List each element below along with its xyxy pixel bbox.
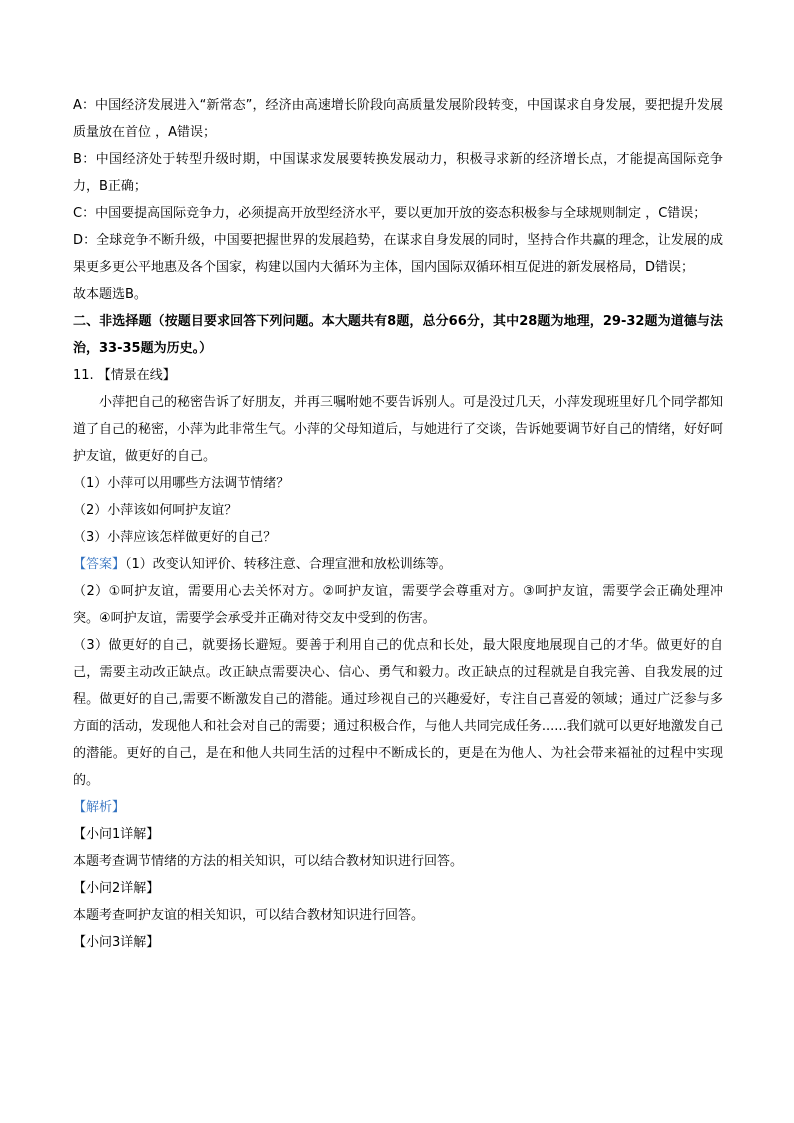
answer-label: 【答案】: [73, 557, 126, 572]
sub-question-2: （2）小萍该如何呵护友谊？: [73, 503, 238, 518]
document-page: [73, 92, 723, 956]
answer-part-2: （2）①呵护友谊，需要用心去关怀对方。②呵护友谊，需要学会尊重对方。③呵护友谊，需要学会正确处理冲突。④呵护友谊，需要学会承受并正确对待交友中受到的伤害。: [73, 584, 723, 626]
sub-question-1: （1）小萍可以用哪些方法调节情绪？: [73, 476, 290, 491]
option-d: D：全球竞争不断升级，中国要把握世界的发展趋势，在谋求自身发展的同时，坚持合作共赢的理念，让发展的成果更多更公平地惠及各个国家，构建以国内大循环为主体，国内国际双循环相互促进的新发展格局，D错误；: [73, 233, 723, 275]
question-scenario: 小萍把自己的秘密告诉了好朋友，并再三嘱咐她不要告诉别人。可是没过几天，小萍发现班里好几个同学都知道了自己的秘密，小萍为此非常生气。小萍的父母知道后，与她进行了交谈，告诉她要调节好自己的情绪，好好呵护友谊，做更好的自己。: [73, 395, 724, 464]
explanation-label: 【解析】: [73, 800, 126, 815]
explanation-heading-2: 【小问2详解】: [73, 881, 160, 896]
option-b: B：中国经济处于转型升级时期，中国谋求发展要转换发展动力，积极寻求新的经济增长点，才能提高国际竞争力，B正确；: [73, 152, 723, 194]
sub-question-3: （3）小萍应该怎样做更好的自己？: [73, 530, 277, 545]
conclusion: 故本题选B。: [73, 287, 147, 302]
explanation-text-1: 本题考查调节情绪的方法的相关知识，可以结合教材知识进行回答。: [73, 854, 464, 869]
explanation-heading-3: 【小问3详解】: [73, 935, 160, 950]
answer-part-3: （3）做更好的自己，就要扬长避短。要善于利用自己的优点和长处，最大限度地展现自己的才华。做更好的自己，需要主动改正缺点。改正缺点需要决心、信心、勇气和毅力。改正缺点的过程就是自我完善、自我发展的过程。做更好的自己,需要不断激发自己的潜能。通过珍视自己的兴趣爱好，专注自己喜爱的领域；通过广泛参与多方面的活动，发现他人和社会对自己的需要；通过积极合作，与他人共同完成任务......我们就可以更好地激发自己的潜能。更好的自己，是在和他人共同生活的过程中不断成长的，更是在为他人、为社会带来福祉的过程中实现的。: [73, 638, 723, 788]
explanation-text-2: 本题考查呵护友谊的相关知识，可以结合教材知识进行回答。: [73, 908, 425, 923]
option-a: A：中国经济发展进入“新常态”，经济由高速增长阶段向高质量发展阶段转变，中国谋求自身发展，要把提升发展质量放在首位 ，A错误；: [73, 98, 723, 140]
option-c: C：中国要提高国际竞争力，必须提高开放型经济水平，要以更加开放的姿态积极参与全球规则制定 ，C错误；: [73, 206, 707, 221]
answer-part-1: [73, 551, 723, 578]
section-heading: 二、非选择题（按题目要求回答下列问题。本大题共有8题，总分66分，其中28题为地理，29-32题为道德与法治，33-35题为历史。）: [73, 314, 723, 356]
answer-part-1-text: （1）改变认知评价、转移注意、合理宣泄和放松训练等。: [125, 557, 452, 572]
question-number: 11. 【情景在线】: [73, 368, 176, 383]
explanation-heading-1: 【小问1详解】: [73, 827, 160, 842]
